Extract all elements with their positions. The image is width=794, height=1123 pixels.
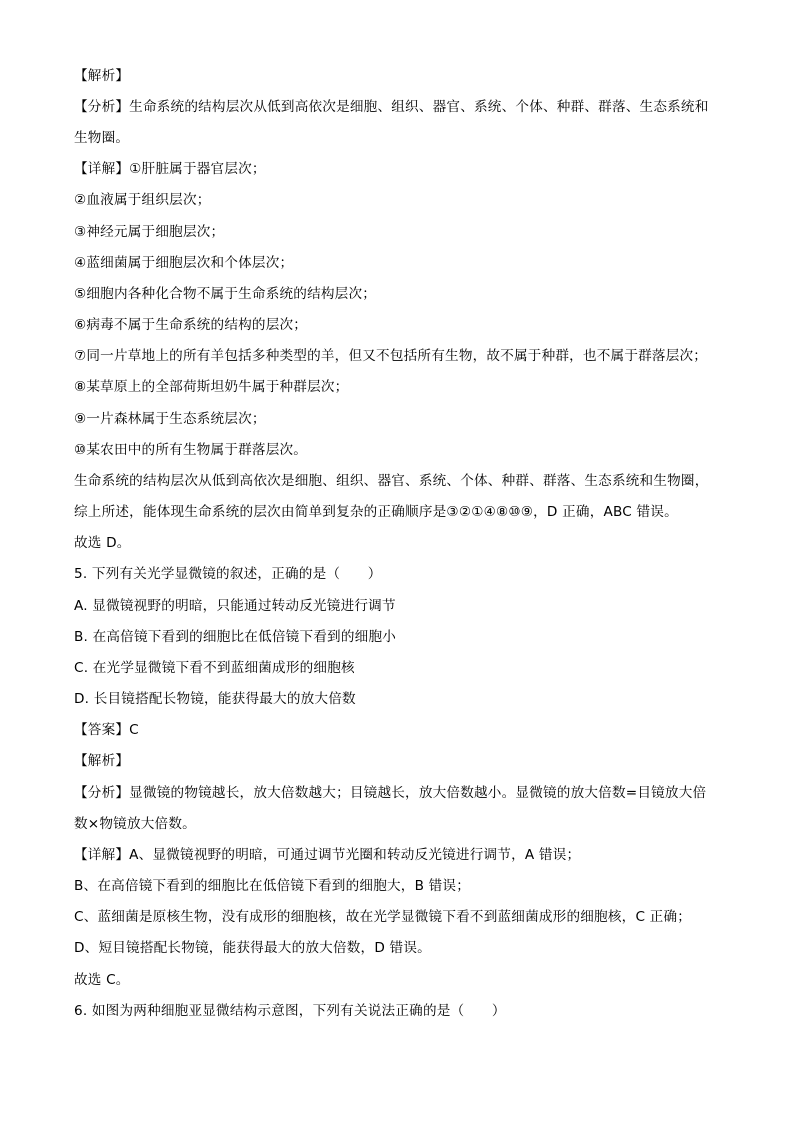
q5-answer: 【答案】C (74, 722, 139, 738)
analysis-heading-2: 【解析】 (74, 753, 130, 769)
q5-option-d: D. 长目镜搭配长物镜，能获得最大的放大倍数 (74, 691, 356, 707)
q4-detail-item-9: ⑨一片森林属于生态系统层次； (74, 411, 266, 427)
q5-detail-c: C、蓝细菌是原核生物，没有成形的细胞核，故在光学显微镜下看不到蓝细菌成形的细胞核，C 正确； (74, 909, 692, 925)
q5-analysis-line-1: 【分析】显微镜的物镜越长，放大倍数越大；目镜越长，放大倍数越小。显微镜的放大倍数=目镜放大倍 (74, 785, 707, 801)
q4-summary-line-1: 生命系统的结构层次从低到高依次是细胞、组织、器官、系统、个体、种群、群落、生态系统和生物圈， (74, 473, 709, 489)
q4-detail-item-8: ⑧某草原上的全部荷斯坦奶牛属于种群层次； (74, 379, 349, 395)
q4-detail-item-7: ⑦同一片草地上的所有羊包括多种类型的羊，但又不包括所有生物，故不属于种群，也不属于群落层次； (74, 348, 708, 364)
q4-detail-item-2: ②血液属于组织层次； (74, 192, 211, 208)
q4-detail-item-6: ⑥病毒不属于生命系统的结构的层次； (74, 317, 308, 333)
q5-detail-a: 【详解】A、显微镜视野的明暗，可通过调节光圈和转动反光镜进行调节，A 错误； (74, 847, 581, 863)
q5-option-a: A. 显微镜视野的明暗，只能通过转动反光镜进行调节 (74, 598, 396, 614)
q5-analysis-line-2: 数×物镜放大倍数。 (74, 816, 196, 832)
q5-detail-d: D、短目镜搭配长物镜，能获得最大的放大倍数，D 错误。 (74, 940, 431, 956)
q4-analysis-line-2: 生物圈。 (74, 130, 130, 146)
q5-detail-b: B、在高倍镜下看到的细胞比在低倍镜下看到的细胞大，B 错误； (74, 878, 471, 894)
q4-detail-item-4: ④蓝细菌属于细胞层次和个体层次； (74, 255, 294, 271)
q4-detail-item-1: 【详解】①肝脏属于器官层次； (74, 161, 266, 177)
q4-summary-line-2: 综上所述，能体现生命系统的层次由简单到复杂的正确顺序是③②①④⑧⑩⑨，D 正确，ABC 错误。 (74, 504, 678, 520)
q4-conclusion: 故选 D。 (74, 535, 131, 551)
q4-detail-item-3: ③神经元属于细胞层次； (74, 224, 225, 240)
analysis-heading-1: 【解析】 (74, 68, 130, 84)
q4-analysis-line-1: 【分析】生命系统的结构层次从低到高依次是细胞、组织、器官、系统、个体、种群、群落、生态系统和 (74, 99, 709, 115)
q5-option-c: C. 在光学显微镜下看不到蓝细菌成形的细胞核 (74, 660, 355, 676)
q4-detail-item-10: ⑩某农田中的所有生物属于群落层次。 (74, 442, 308, 458)
q5-conclusion: 故选 C。 (74, 972, 130, 988)
q5-question: 5. 下列有关光学显微镜的叙述，正确的是（ ） (74, 566, 382, 582)
q6-question: 6. 如图为两种细胞亚显微结构示意图，下列有关说法正确的是（ ） (74, 1003, 506, 1019)
q4-detail-item-5: ⑤细胞内各种化合物不属于生命系统的结构层次； (74, 286, 377, 302)
q5-option-b: B. 在高倍镜下看到的细胞比在低倍镜下看到的细胞小 (74, 629, 397, 645)
